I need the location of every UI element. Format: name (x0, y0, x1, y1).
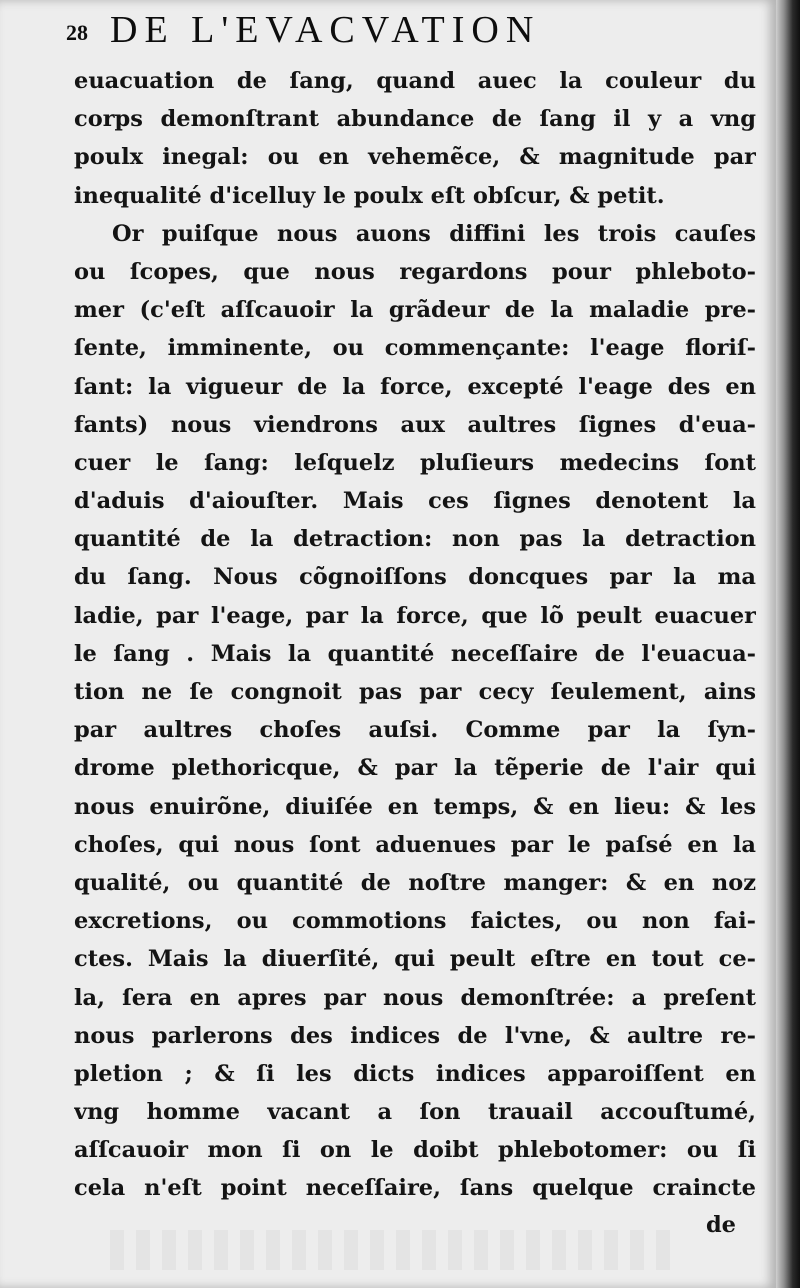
text-line: d'aduis d'aiouſter. Mais ces ſignes denotent la (74, 488, 756, 515)
text-line: tion ne ſe congnoit pas par cecy ſeulement, ains (74, 679, 756, 705)
text-line: corps demonſtrant abundance de ſang il y a vng (74, 106, 756, 133)
text-line: excretions, ou commotions faictes, ou non fai- (74, 908, 756, 935)
text-line: ctes. Mais la diuerſité, qui peult eſtre en tout ce- (74, 946, 756, 973)
running-title: DE L'EVACVATION (110, 9, 541, 51)
text-line: fants) nous viendrons aux aultres ſignes d'eua- (74, 411, 756, 438)
text-line: du ſang. Nous cõgnoiſſons doncques par la ma (74, 564, 756, 591)
page-gutter-shadow (776, 0, 800, 1288)
text-line: drome plethoricque, & par la tẽperie de l'air qui (74, 755, 756, 782)
text-line: pletion ; & ſi les dicts indices apparoiſſent en (74, 1060, 756, 1087)
text-line: aſſcauoir mon ſi on le doibt phlebotomer: ou ſi (74, 1137, 756, 1164)
text-line: ſant: la vigueur de la force, excepté l'eage des en (74, 373, 756, 400)
text-line: ou ſcopes, que nous regardons pour phleboto- (74, 258, 756, 285)
text-line: cuer le ſang: leſquelz pluſieurs medecins ſont (74, 449, 756, 476)
catchword: de (705, 1212, 736, 1238)
page-number: 28 (66, 20, 88, 45)
text-line: euacuation de ſang, quand auec la couleur du (74, 68, 756, 94)
text-line: qualité, ou quantité de noſtre manger: & en noz (74, 869, 756, 896)
text-line: poulx inegal: ou en vehemẽce, & magnitude par (74, 144, 756, 171)
page-header (66, 6, 756, 54)
text-line: choſes, qui nous ſont aduenues par le paſsé en la (74, 831, 756, 858)
text-line: nous parlerons des indices de l'vne, & aultre re- (74, 1022, 756, 1049)
text-line: ladie, par l'eage, par la force, que lõ peult euacuer (74, 602, 756, 629)
text-line: mer (c'eſt aſſcauoir la grãdeur de la maladie pre- (74, 297, 756, 324)
text-line: par aultres choſes auſsi. Comme par la ſyn- (74, 717, 756, 744)
text-line: ſente, imminente, ou commençante: l'eage floriſ- (74, 335, 756, 362)
text-line: Or puiſque nous auons diffini les trois cauſes (112, 220, 756, 247)
text-line: la, ſera en apres par nous demonſtrée: a preſent (74, 984, 756, 1011)
text-line: vng homme vacant a ſon trauail accouſtumé, (74, 1099, 756, 1126)
text-line: nous enuirõne, diuiſée en temps, & en lieu: & les (74, 793, 756, 820)
show-through-texture (110, 1230, 670, 1270)
text-line: le ſang . Mais la quantité neceſſaire de l'euacua- (74, 640, 756, 667)
text-line: quantité de la detraction: non pas la detraction (74, 526, 756, 553)
body-text (74, 62, 756, 1208)
text-line: inequalité d'icelluy le poulx eſt obſcur, & petit. (74, 182, 665, 209)
text-line: cela n'eſt point neceſſaire, ſans quelque craincte (74, 1175, 756, 1202)
